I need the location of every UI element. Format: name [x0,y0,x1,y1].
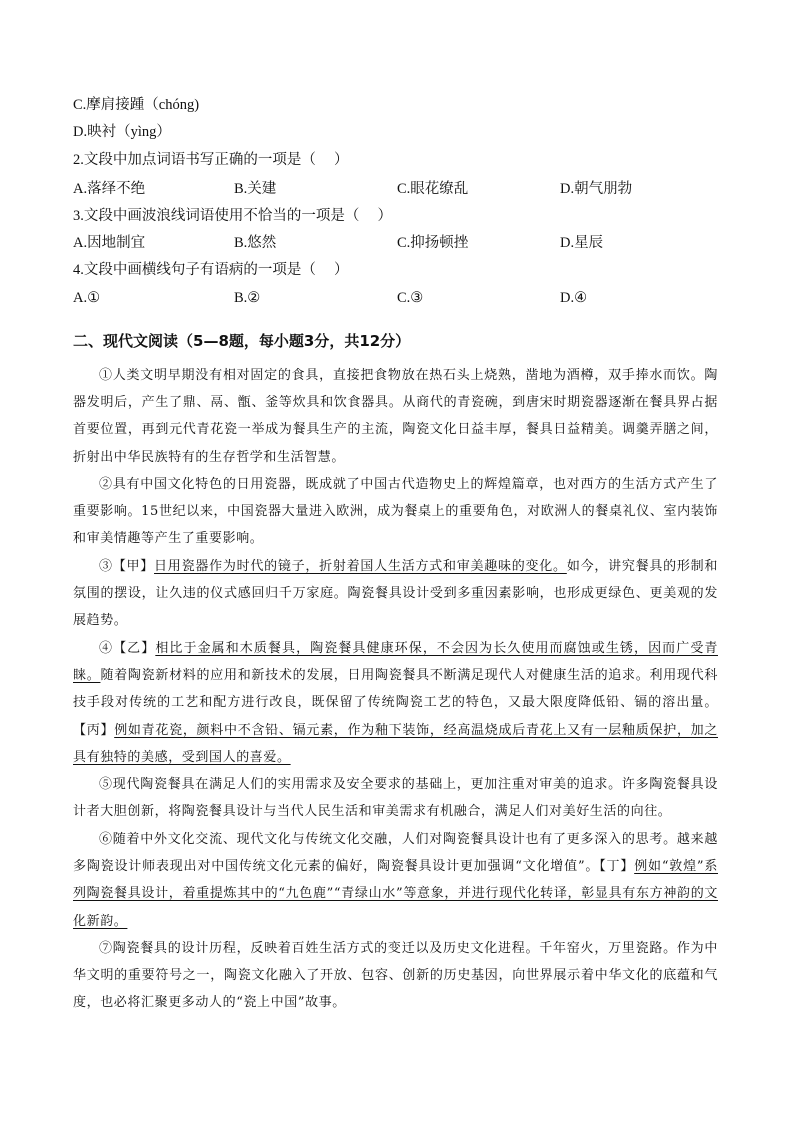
underlined-sentence-4: 例如“敦煌”系列陶瓷餐具设计，着重提炼其中的“九色鹿”“青绿山水”等意象，并进行现代化转译，彰显具有东方神韵的文化新韵。 [73,859,718,929]
q2-option-c: C.眼花缭乱 [397,181,469,197]
q4-option-b: B.② [234,290,261,306]
paragraph-6 [73,826,718,935]
underlined-sentence-3: 例如青花瓷，颜料中不含铅、镉元素，作为釉下装饰，经高温烧成后青花上又有一层釉质保护，加之具有独特的美感，受到国人的喜爱。 [73,722,718,765]
q3-option-a: A.因地制宜 [73,235,146,251]
paragraph-7: ⑦陶瓷餐具的设计历程，反映着百姓生活方式的变迁以及历史文化进程。千年窑火，万里瓷路。作为中华文明的重要符号之一，陶瓷文化融入了开放、包容、创新的历史基因，向世界展示着中华文化的底蕴和气度，也必将汇聚更多动人的“瓷上中国”故事。 [73,941,718,1011]
underlined-sentence-2: 相比于金属和木质餐具，陶瓷餐具健康环保，不会因为长久使用而腐蚀或生锈，因而广受青睐。 [73,641,718,684]
section-title: 二、现代文阅读（5—8题，每小题3分，共12分） [73,332,411,350]
paragraph-5: ⑤现代陶瓷餐具在满足人们的实用需求及安全要求的基础上，更加注重对审美的追求。许多陶瓷餐具设计者大胆创新，将陶瓷餐具设计与当代人民生活和审美需求有机融合，满足人们对美好生活的向往。 [73,777,718,820]
q3-option-c: C.抑扬顿挫 [397,235,469,251]
question-3: 3.文段中画波浪线词语使用不恰当的一项是（ ） [73,208,392,224]
question-4: 4.文段中画横线句子有语病的一项是（ ） [73,262,349,278]
paragraph-6-text: ⑥随着中外文化交流、现代文化与传统文化交融，人们对陶瓷餐具设计也有了更多深入的思考。越来越多陶瓷设计师表现出对中国传统文化元素的偏好，陶瓷餐具设计更加强调“文化增值”。【丁】 [73,832,718,875]
underlined-sentence-1: 日用瓷器作为时代的镜子，折射着国人生活方式和审美趣味的变化。 [154,559,567,574]
question-2-options [73,179,733,199]
paragraph-4-marker: ④【乙】 [99,641,156,656]
paragraph-4 [73,635,718,771]
question-4-options [73,288,733,308]
paragraph-3-rest: 如今，讲究餐具的形制和氛围的摆设，让久违的仪式感回归千万家庭。陶瓷餐具设计受到多重因素影响，也形成更绿色、更美观的发展趋势。 [73,559,718,629]
paragraph-1: ①人类文明早期没有相对固定的食具，直接把食物放在热石头上烧熟，凿地为酒樽，双手捧水而饮。陶器发明后，产生了鼎、鬲、甑、釜等炊具和饮食器具。从商代的青瓷碗，到唐宋时期瓷器逐渐在餐具界占据首要位置，再到元代青花瓷一举成为餐具生产的主流，陶瓷文化日益丰厚，餐具日益精美。调羹弄膳之间，折射出中华民族特有的生存哲学和生活智慧。 [73,368,718,465]
question-2: 2.文段中加点词语书写正确的一项是（ ） [73,152,349,168]
q4-option-d: D.④ [560,290,588,306]
paragraph-3-marker: ③【甲】 [99,559,155,574]
paragraph-3 [73,553,718,635]
q2-option-d: D.朝气朋勃 [560,181,633,197]
paragraph-4-middle: 随着陶瓷新材料的应用和新技术的发展，日用陶瓷餐具不断满足现代人对健康生活的追求。利用现代科技手段对传统的工艺和配方进行改良，既保留了传统陶瓷工艺的特色，又最大限度降低铅、镉的溶出量。【丙】 [73,668,718,738]
q1-option-c: C.摩肩接踵（chóng) [73,97,200,113]
question-3-options [73,233,733,253]
q3-option-d: D.星辰 [560,235,604,251]
q1-option-d: D.映衬（yìng） [73,124,171,140]
q4-option-a: A.① [73,290,101,306]
q2-option-a: A.落绎不绝 [73,181,146,197]
q4-option-c: C.③ [397,290,424,306]
paragraph-2: ②具有中国文化特色的日用瓷器，既成就了中国古代造物史上的辉煌篇章，也对西方的生活方式产生了重要影响。15世纪以来，中国瓷器大量进入欧洲，成为餐桌上的重要角色，对欧洲人的餐桌礼仪、室内装饰和审美情趣等产生了重要影响。 [73,477,718,547]
q2-option-b: B.关建 [234,181,277,197]
q3-option-b: B.悠然 [234,235,277,251]
